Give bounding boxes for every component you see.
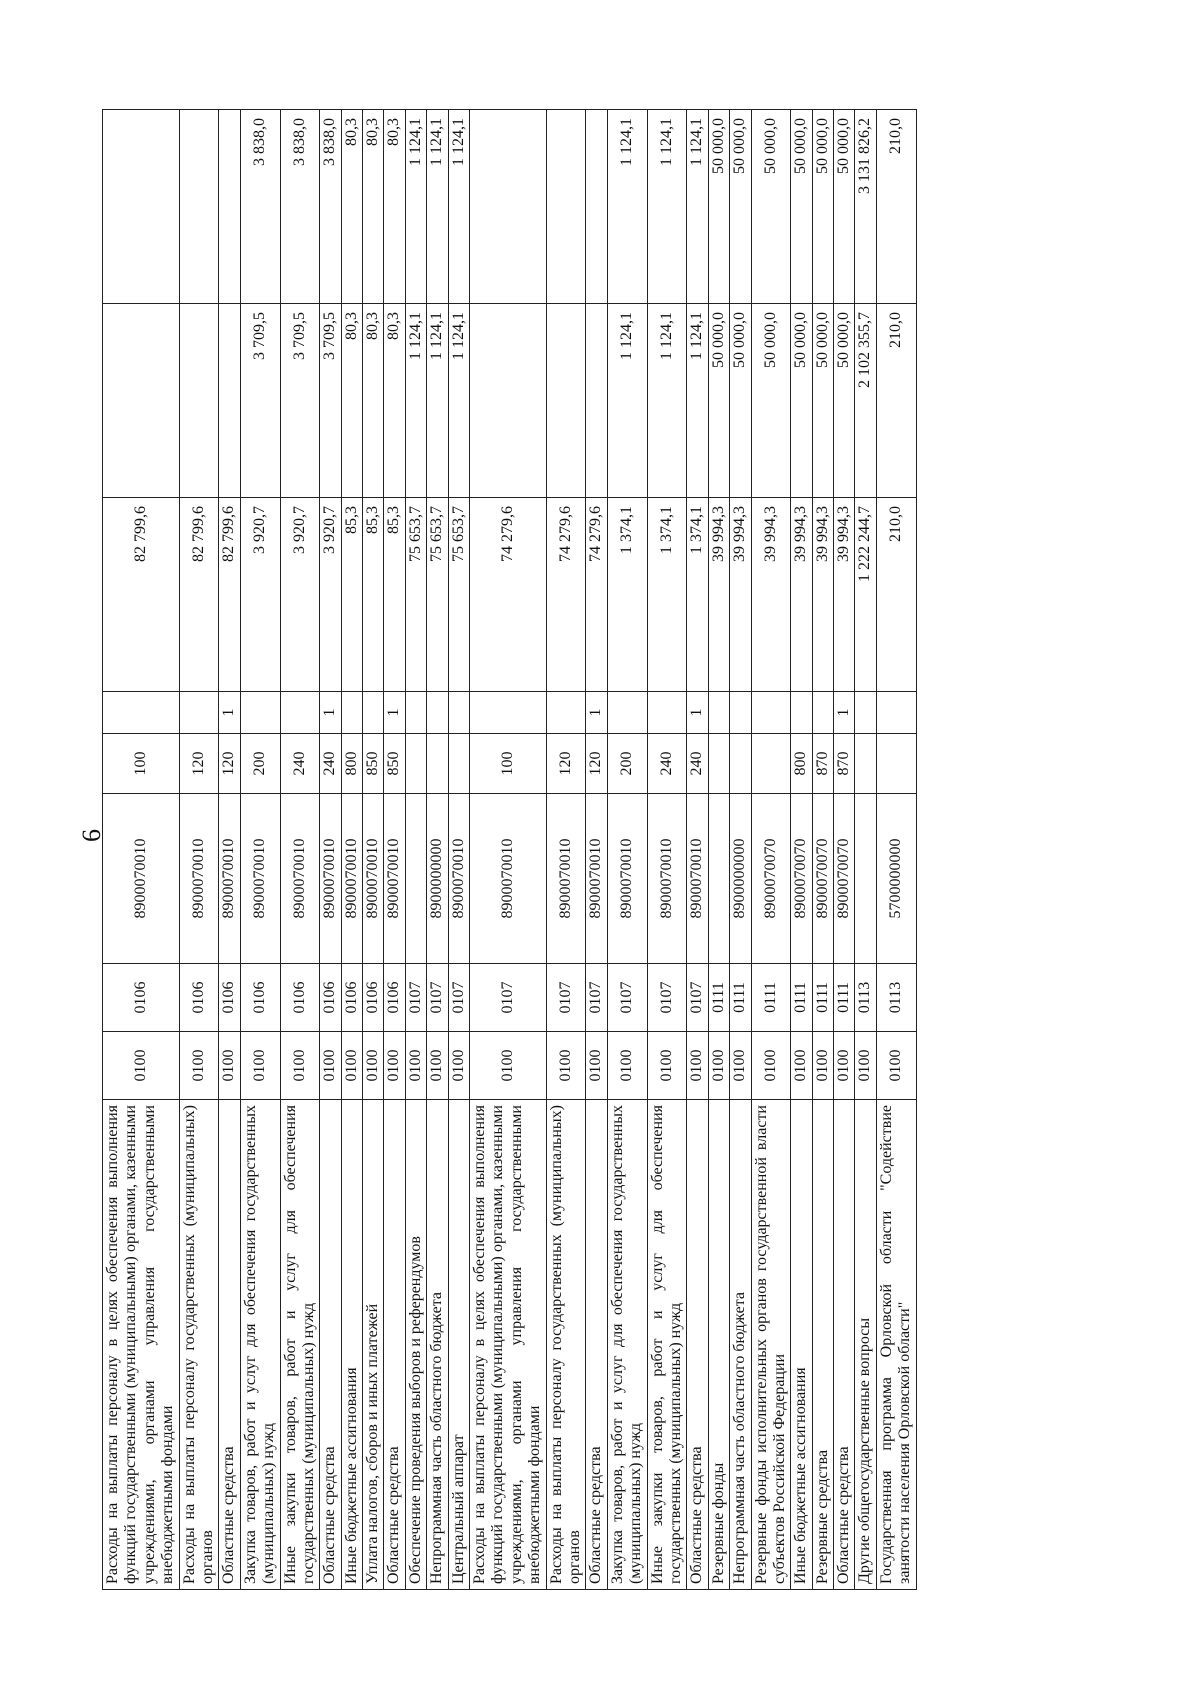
target-article-code-cell: 8900070010 [341, 794, 362, 964]
section-code-cell: 0100 [448, 1032, 469, 1100]
target-article-code-cell: 8900070070 [834, 794, 855, 964]
row-name-cell: Центральный аппарат [448, 1100, 469, 1590]
target-article-code-cell: 8900070010 [448, 794, 469, 964]
budget-table-body [103, 110, 917, 1590]
subsection-code-cell: 0106 [341, 964, 362, 1032]
row-name-cell: Непрограммная часть областного бюджета [730, 1100, 751, 1590]
section-code-cell: 0100 [103, 1032, 180, 1100]
amount-year-1-cell: 82 799,6 [103, 498, 180, 692]
amount-year-2-cell [179, 304, 219, 498]
funding-source-mark-cell: 1 [834, 692, 855, 734]
funding-source-mark-cell [363, 692, 384, 734]
target-article-code-cell: 8900070010 [687, 794, 708, 964]
funding-source-mark-cell [855, 692, 876, 734]
row-name-cell: Непрограммная часть областного бюджета [427, 1100, 448, 1590]
row-name-cell: Резервные средства [812, 1100, 833, 1590]
row-name-cell: Областные средства [687, 1100, 708, 1590]
row-name-cell: Областные средства [834, 1100, 855, 1590]
amount-year-3-cell: 50 000,0 [834, 110, 855, 304]
amount-year-3-cell: 3 838,0 [280, 110, 320, 304]
section-code-cell: 0100 [751, 1032, 791, 1100]
subsection-code-cell: 0111 [812, 964, 833, 1032]
funding-source-mark-cell [607, 692, 647, 734]
table-row [219, 110, 240, 1590]
row-name-cell: Иные закупки товаров, работ и услуг для обеспечения государственных (муниципальных) нужд [647, 1100, 687, 1590]
subsection-code-cell: 0106 [363, 964, 384, 1032]
expense-type-code-cell: 240 [280, 734, 320, 794]
target-article-code-cell: 8900070010 [647, 794, 687, 964]
amount-year-3-cell: 1 124,1 [687, 110, 708, 304]
expense-type-code-cell [730, 734, 751, 794]
amount-year-2-cell: 50 000,0 [791, 304, 812, 498]
table-row [812, 110, 833, 1590]
section-code-cell: 0100 [240, 1032, 280, 1100]
amount-year-1-cell: 3 920,7 [320, 498, 341, 692]
expense-type-code-cell [751, 734, 791, 794]
expense-type-code-cell: 240 [320, 734, 341, 794]
subsection-code-cell: 0107 [448, 964, 469, 1032]
expense-type-code-cell: 100 [470, 734, 547, 794]
table-row [546, 110, 586, 1590]
amount-year-3-cell: 1 124,1 [448, 110, 469, 304]
funding-source-mark-cell [280, 692, 320, 734]
expense-type-code-cell: 240 [687, 734, 708, 794]
target-article-code-cell [405, 794, 426, 964]
amount-year-2-cell: 50 000,0 [751, 304, 791, 498]
section-code-cell: 0100 [363, 1032, 384, 1100]
amount-year-1-cell: 74 279,6 [586, 498, 607, 692]
table-row [341, 110, 362, 1590]
target-article-code-cell: 8900070010 [607, 794, 647, 964]
amount-year-3-cell: 80,3 [341, 110, 362, 304]
amount-year-3-cell [219, 110, 240, 304]
table-row [179, 110, 219, 1590]
amount-year-2-cell [470, 304, 547, 498]
amount-year-1-cell: 3 920,7 [240, 498, 280, 692]
amount-year-2-cell [103, 304, 180, 498]
amount-year-2-cell: 80,3 [341, 304, 362, 498]
subsection-code-cell: 0107 [647, 964, 687, 1032]
amount-year-3-cell: 1 124,1 [405, 110, 426, 304]
amount-year-3-cell: 80,3 [384, 110, 405, 304]
amount-year-1-cell: 39 994,3 [730, 498, 751, 692]
amount-year-2-cell [546, 304, 586, 498]
amount-year-1-cell: 1 374,1 [647, 498, 687, 692]
amount-year-1-cell: 74 279,6 [470, 498, 547, 692]
row-name-cell: Расходы на выплаты персоналу государственных (муниципальных) органов [179, 1100, 219, 1590]
table-row [647, 110, 687, 1590]
page-number: 6 [77, 829, 106, 842]
budget-table-container [102, 110, 1054, 1590]
table-row [586, 110, 607, 1590]
amount-year-3-cell [179, 110, 219, 304]
target-article-code-cell: 8900070010 [363, 794, 384, 964]
section-code-cell: 0100 [280, 1032, 320, 1100]
row-name-cell: Другие общегосударственные вопросы [855, 1100, 876, 1590]
table-row [363, 110, 384, 1590]
subsection-code-cell: 0106 [219, 964, 240, 1032]
amount-year-1-cell: 75 653,7 [427, 498, 448, 692]
subsection-code-cell: 0111 [730, 964, 751, 1032]
funding-source-mark-cell [647, 692, 687, 734]
expense-type-code-cell: 850 [363, 734, 384, 794]
funding-source-mark-cell [240, 692, 280, 734]
amount-year-3-cell: 80,3 [363, 110, 384, 304]
expense-type-code-cell: 200 [240, 734, 280, 794]
amount-year-1-cell: 210,0 [876, 498, 916, 692]
table-row [791, 110, 812, 1590]
amount-year-3-cell [546, 110, 586, 304]
amount-year-2-cell: 210,0 [876, 304, 916, 498]
amount-year-2-cell: 1 124,1 [687, 304, 708, 498]
subsection-code-cell: 0111 [708, 964, 729, 1032]
subsection-code-cell: 0111 [791, 964, 812, 1032]
funding-source-mark-cell [341, 692, 362, 734]
table-row [607, 110, 647, 1590]
row-name-cell: Иные закупки товаров, работ и услуг для обеспечения государственных (муниципальных) нужд [280, 1100, 320, 1590]
amount-year-1-cell: 74 279,6 [546, 498, 586, 692]
funding-source-mark-cell [812, 692, 833, 734]
expense-type-code-cell: 870 [834, 734, 855, 794]
amount-year-1-cell: 1 374,1 [607, 498, 647, 692]
table-row [427, 110, 448, 1590]
table-row [708, 110, 729, 1590]
expense-type-code-cell [448, 734, 469, 794]
target-article-code-cell: 8900070010 [219, 794, 240, 964]
amount-year-2-cell: 1 124,1 [427, 304, 448, 498]
amount-year-3-cell: 3 838,0 [240, 110, 280, 304]
table-row [751, 110, 791, 1590]
section-code-cell: 0100 [405, 1032, 426, 1100]
table-row [834, 110, 855, 1590]
table-row [470, 110, 547, 1590]
table-row [876, 110, 916, 1590]
subsection-code-cell: 0107 [546, 964, 586, 1032]
amount-year-1-cell: 39 994,3 [708, 498, 729, 692]
amount-year-1-cell: 3 920,7 [280, 498, 320, 692]
funding-source-mark-cell [405, 692, 426, 734]
amount-year-3-cell: 50 000,0 [791, 110, 812, 304]
amount-year-3-cell: 1 124,1 [427, 110, 448, 304]
target-article-code-cell: 8900070070 [751, 794, 791, 964]
funding-source-mark-cell [730, 692, 751, 734]
row-name-cell: Областные средства [586, 1100, 607, 1590]
amount-year-2-cell: 3 709,5 [240, 304, 280, 498]
funding-source-mark-cell [791, 692, 812, 734]
expense-type-code-cell: 870 [812, 734, 833, 794]
target-article-code-cell: 8900070010 [586, 794, 607, 964]
row-name-cell: Расходы на выплаты персоналу государственных (муниципальных) органов [546, 1100, 586, 1590]
amount-year-1-cell: 85,3 [384, 498, 405, 692]
row-name-cell: Областные средства [384, 1100, 405, 1590]
subsection-code-cell: 0106 [384, 964, 405, 1032]
amount-year-3-cell: 50 000,0 [708, 110, 729, 304]
table-row [405, 110, 426, 1590]
subsection-code-cell: 0113 [855, 964, 876, 1032]
funding-source-mark-cell [876, 692, 916, 734]
subsection-code-cell: 0107 [470, 964, 547, 1032]
subsection-code-cell: 0107 [405, 964, 426, 1032]
target-article-code-cell: 8900070010 [320, 794, 341, 964]
row-name-cell: Закупка товаров, работ и услуг для обеспечения государственных (муниципальных) нужд [240, 1100, 280, 1590]
section-code-cell: 0100 [427, 1032, 448, 1100]
section-code-cell: 0100 [647, 1032, 687, 1100]
expense-type-code-cell: 120 [546, 734, 586, 794]
expense-type-code-cell: 120 [179, 734, 219, 794]
amount-year-1-cell: 75 653,7 [448, 498, 469, 692]
funding-source-mark-cell: 1 [687, 692, 708, 734]
amount-year-1-cell: 39 994,3 [834, 498, 855, 692]
amount-year-2-cell: 1 124,1 [448, 304, 469, 498]
amount-year-2-cell: 80,3 [384, 304, 405, 498]
amount-year-3-cell: 3 131 826,2 [855, 110, 876, 304]
target-article-code-cell: 5700000000 [876, 794, 916, 964]
table-row [448, 110, 469, 1590]
amount-year-2-cell: 3 709,5 [320, 304, 341, 498]
amount-year-1-cell: 39 994,3 [812, 498, 833, 692]
section-code-cell: 0100 [179, 1032, 219, 1100]
table-row [384, 110, 405, 1590]
subsection-code-cell: 0107 [607, 964, 647, 1032]
amount-year-3-cell: 50 000,0 [812, 110, 833, 304]
expense-type-code-cell [708, 734, 729, 794]
amount-year-3-cell: 1 124,1 [607, 110, 647, 304]
subsection-code-cell: 0107 [586, 964, 607, 1032]
amount-year-3-cell [103, 110, 180, 304]
amount-year-2-cell: 3 709,5 [280, 304, 320, 498]
expense-type-code-cell [876, 734, 916, 794]
funding-source-mark-cell [179, 692, 219, 734]
target-article-code-cell: 8900070010 [240, 794, 280, 964]
row-name-cell: Иные бюджетные ассигнования [791, 1100, 812, 1590]
row-name-cell: Резервные фонды [708, 1100, 729, 1590]
table-row [855, 110, 876, 1590]
amount-year-2-cell: 1 124,1 [647, 304, 687, 498]
funding-source-mark-cell [708, 692, 729, 734]
amount-year-2-cell: 50 000,0 [730, 304, 751, 498]
funding-source-mark-cell [448, 692, 469, 734]
target-article-code-cell: 8900070010 [546, 794, 586, 964]
section-code-cell: 0100 [546, 1032, 586, 1100]
amount-year-2-cell: 50 000,0 [812, 304, 833, 498]
section-code-cell: 0100 [219, 1032, 240, 1100]
subsection-code-cell: 0106 [280, 964, 320, 1032]
amount-year-3-cell: 210,0 [876, 110, 916, 304]
expense-type-code-cell: 850 [384, 734, 405, 794]
target-article-code-cell: 8900000000 [730, 794, 751, 964]
amount-year-2-cell: 50 000,0 [834, 304, 855, 498]
section-code-cell: 0100 [607, 1032, 647, 1100]
row-name-cell: Закупка товаров, работ и услуг для обеспечения государственных (муниципальных) нужд [607, 1100, 647, 1590]
funding-source-mark-cell: 1 [586, 692, 607, 734]
section-code-cell: 0100 [834, 1032, 855, 1100]
target-article-code-cell: 8900070070 [791, 794, 812, 964]
subsection-code-cell: 0107 [427, 964, 448, 1032]
amount-year-1-cell: 75 653,7 [405, 498, 426, 692]
target-article-code-cell: 8900000000 [427, 794, 448, 964]
funding-source-mark-cell [751, 692, 791, 734]
target-article-code-cell: 8900070010 [179, 794, 219, 964]
funding-source-mark-cell [546, 692, 586, 734]
expense-type-code-cell [855, 734, 876, 794]
row-name-cell: Государственная программа Орловской области "Содействие занятости населения Орловской области" [876, 1100, 916, 1590]
section-code-cell: 0100 [708, 1032, 729, 1100]
subsection-code-cell: 0111 [751, 964, 791, 1032]
subsection-code-cell: 0106 [240, 964, 280, 1032]
amount-year-2-cell [586, 304, 607, 498]
amount-year-1-cell: 85,3 [341, 498, 362, 692]
amount-year-2-cell: 1 124,1 [405, 304, 426, 498]
amount-year-2-cell: 2 102 355,7 [855, 304, 876, 498]
row-name-cell: Областные средства [320, 1100, 341, 1590]
expense-type-code-cell: 800 [791, 734, 812, 794]
expense-type-code-cell [427, 734, 448, 794]
target-article-code-cell [708, 794, 729, 964]
expense-type-code-cell: 240 [647, 734, 687, 794]
amount-year-2-cell: 50 000,0 [708, 304, 729, 498]
section-code-cell: 0100 [586, 1032, 607, 1100]
section-code-cell: 0100 [812, 1032, 833, 1100]
target-article-code-cell: 8900070070 [812, 794, 833, 964]
amount-year-1-cell: 85,3 [363, 498, 384, 692]
expense-type-code-cell [405, 734, 426, 794]
amount-year-1-cell: 82 799,6 [219, 498, 240, 692]
amount-year-1-cell: 39 994,3 [751, 498, 791, 692]
target-article-code-cell: 8900070010 [470, 794, 547, 964]
table-row [320, 110, 341, 1590]
subsection-code-cell: 0106 [179, 964, 219, 1032]
row-name-cell: Расходы на выплаты персоналу в целях обеспечения выполнения функций государственными (муниципальными) органами, казенными учреждениями, органами управления государственными внебюджетными фондами [470, 1100, 547, 1590]
amount-year-3-cell: 1 124,1 [647, 110, 687, 304]
section-code-cell: 0100 [341, 1032, 362, 1100]
subsection-code-cell: 0106 [320, 964, 341, 1032]
table-row [730, 110, 751, 1590]
row-name-cell: Уплата налогов, сборов и иных платежей [363, 1100, 384, 1590]
table-row [280, 110, 320, 1590]
amount-year-3-cell [470, 110, 547, 304]
funding-source-mark-cell: 1 [384, 692, 405, 734]
row-name-cell: Обеспечение проведения выборов и референдумов [405, 1100, 426, 1590]
section-code-cell: 0100 [320, 1032, 341, 1100]
amount-year-3-cell: 50 000,0 [751, 110, 791, 304]
section-code-cell: 0100 [855, 1032, 876, 1100]
row-name-cell: Резервные фонды исполнительных органов государственной власти субъектов Российской Федерации [751, 1100, 791, 1590]
amount-year-1-cell: 82 799,6 [179, 498, 219, 692]
row-name-cell: Расходы на выплаты персоналу в целях обеспечения выполнения функций государственными (муниципальными) органами, казенными учреждениями, органами управления государственными внебюджетными фондами [103, 1100, 180, 1590]
section-code-cell: 0100 [791, 1032, 812, 1100]
table-row [240, 110, 280, 1590]
amount-year-1-cell: 1 374,1 [687, 498, 708, 692]
expense-type-code-cell: 120 [219, 734, 240, 794]
table-row [687, 110, 708, 1590]
funding-source-mark-cell: 1 [320, 692, 341, 734]
subsection-code-cell: 0113 [876, 964, 916, 1032]
expense-type-code-cell: 200 [607, 734, 647, 794]
funding-source-mark-cell [103, 692, 180, 734]
section-code-cell: 0100 [384, 1032, 405, 1100]
expense-type-code-cell: 800 [341, 734, 362, 794]
subsection-code-cell: 0106 [103, 964, 180, 1032]
funding-source-mark-cell: 1 [219, 692, 240, 734]
subsection-code-cell: 0107 [687, 964, 708, 1032]
section-code-cell: 0100 [730, 1032, 751, 1100]
target-article-code-cell: 8900070010 [280, 794, 320, 964]
amount-year-2-cell [219, 304, 240, 498]
row-name-cell: Областные средства [219, 1100, 240, 1590]
amount-year-3-cell: 50 000,0 [730, 110, 751, 304]
section-code-cell: 0100 [687, 1032, 708, 1100]
subsection-code-cell: 0111 [834, 964, 855, 1032]
budget-table [102, 109, 917, 1590]
table-row [103, 110, 180, 1590]
target-article-code-cell: 8900070010 [384, 794, 405, 964]
amount-year-3-cell: 3 838,0 [320, 110, 341, 304]
expense-type-code-cell: 120 [586, 734, 607, 794]
amount-year-3-cell [586, 110, 607, 304]
target-article-code-cell [855, 794, 876, 964]
target-article-code-cell: 8900070010 [103, 794, 180, 964]
amount-year-2-cell: 1 124,1 [607, 304, 647, 498]
expense-type-code-cell: 100 [103, 734, 180, 794]
row-name-cell: Иные бюджетные ассигнования [341, 1100, 362, 1590]
section-code-cell: 0100 [470, 1032, 547, 1100]
funding-source-mark-cell [470, 692, 547, 734]
section-code-cell: 0100 [876, 1032, 916, 1100]
amount-year-1-cell: 39 994,3 [791, 498, 812, 692]
amount-year-1-cell: 1 222 244,7 [855, 498, 876, 692]
funding-source-mark-cell [427, 692, 448, 734]
amount-year-2-cell: 80,3 [363, 304, 384, 498]
